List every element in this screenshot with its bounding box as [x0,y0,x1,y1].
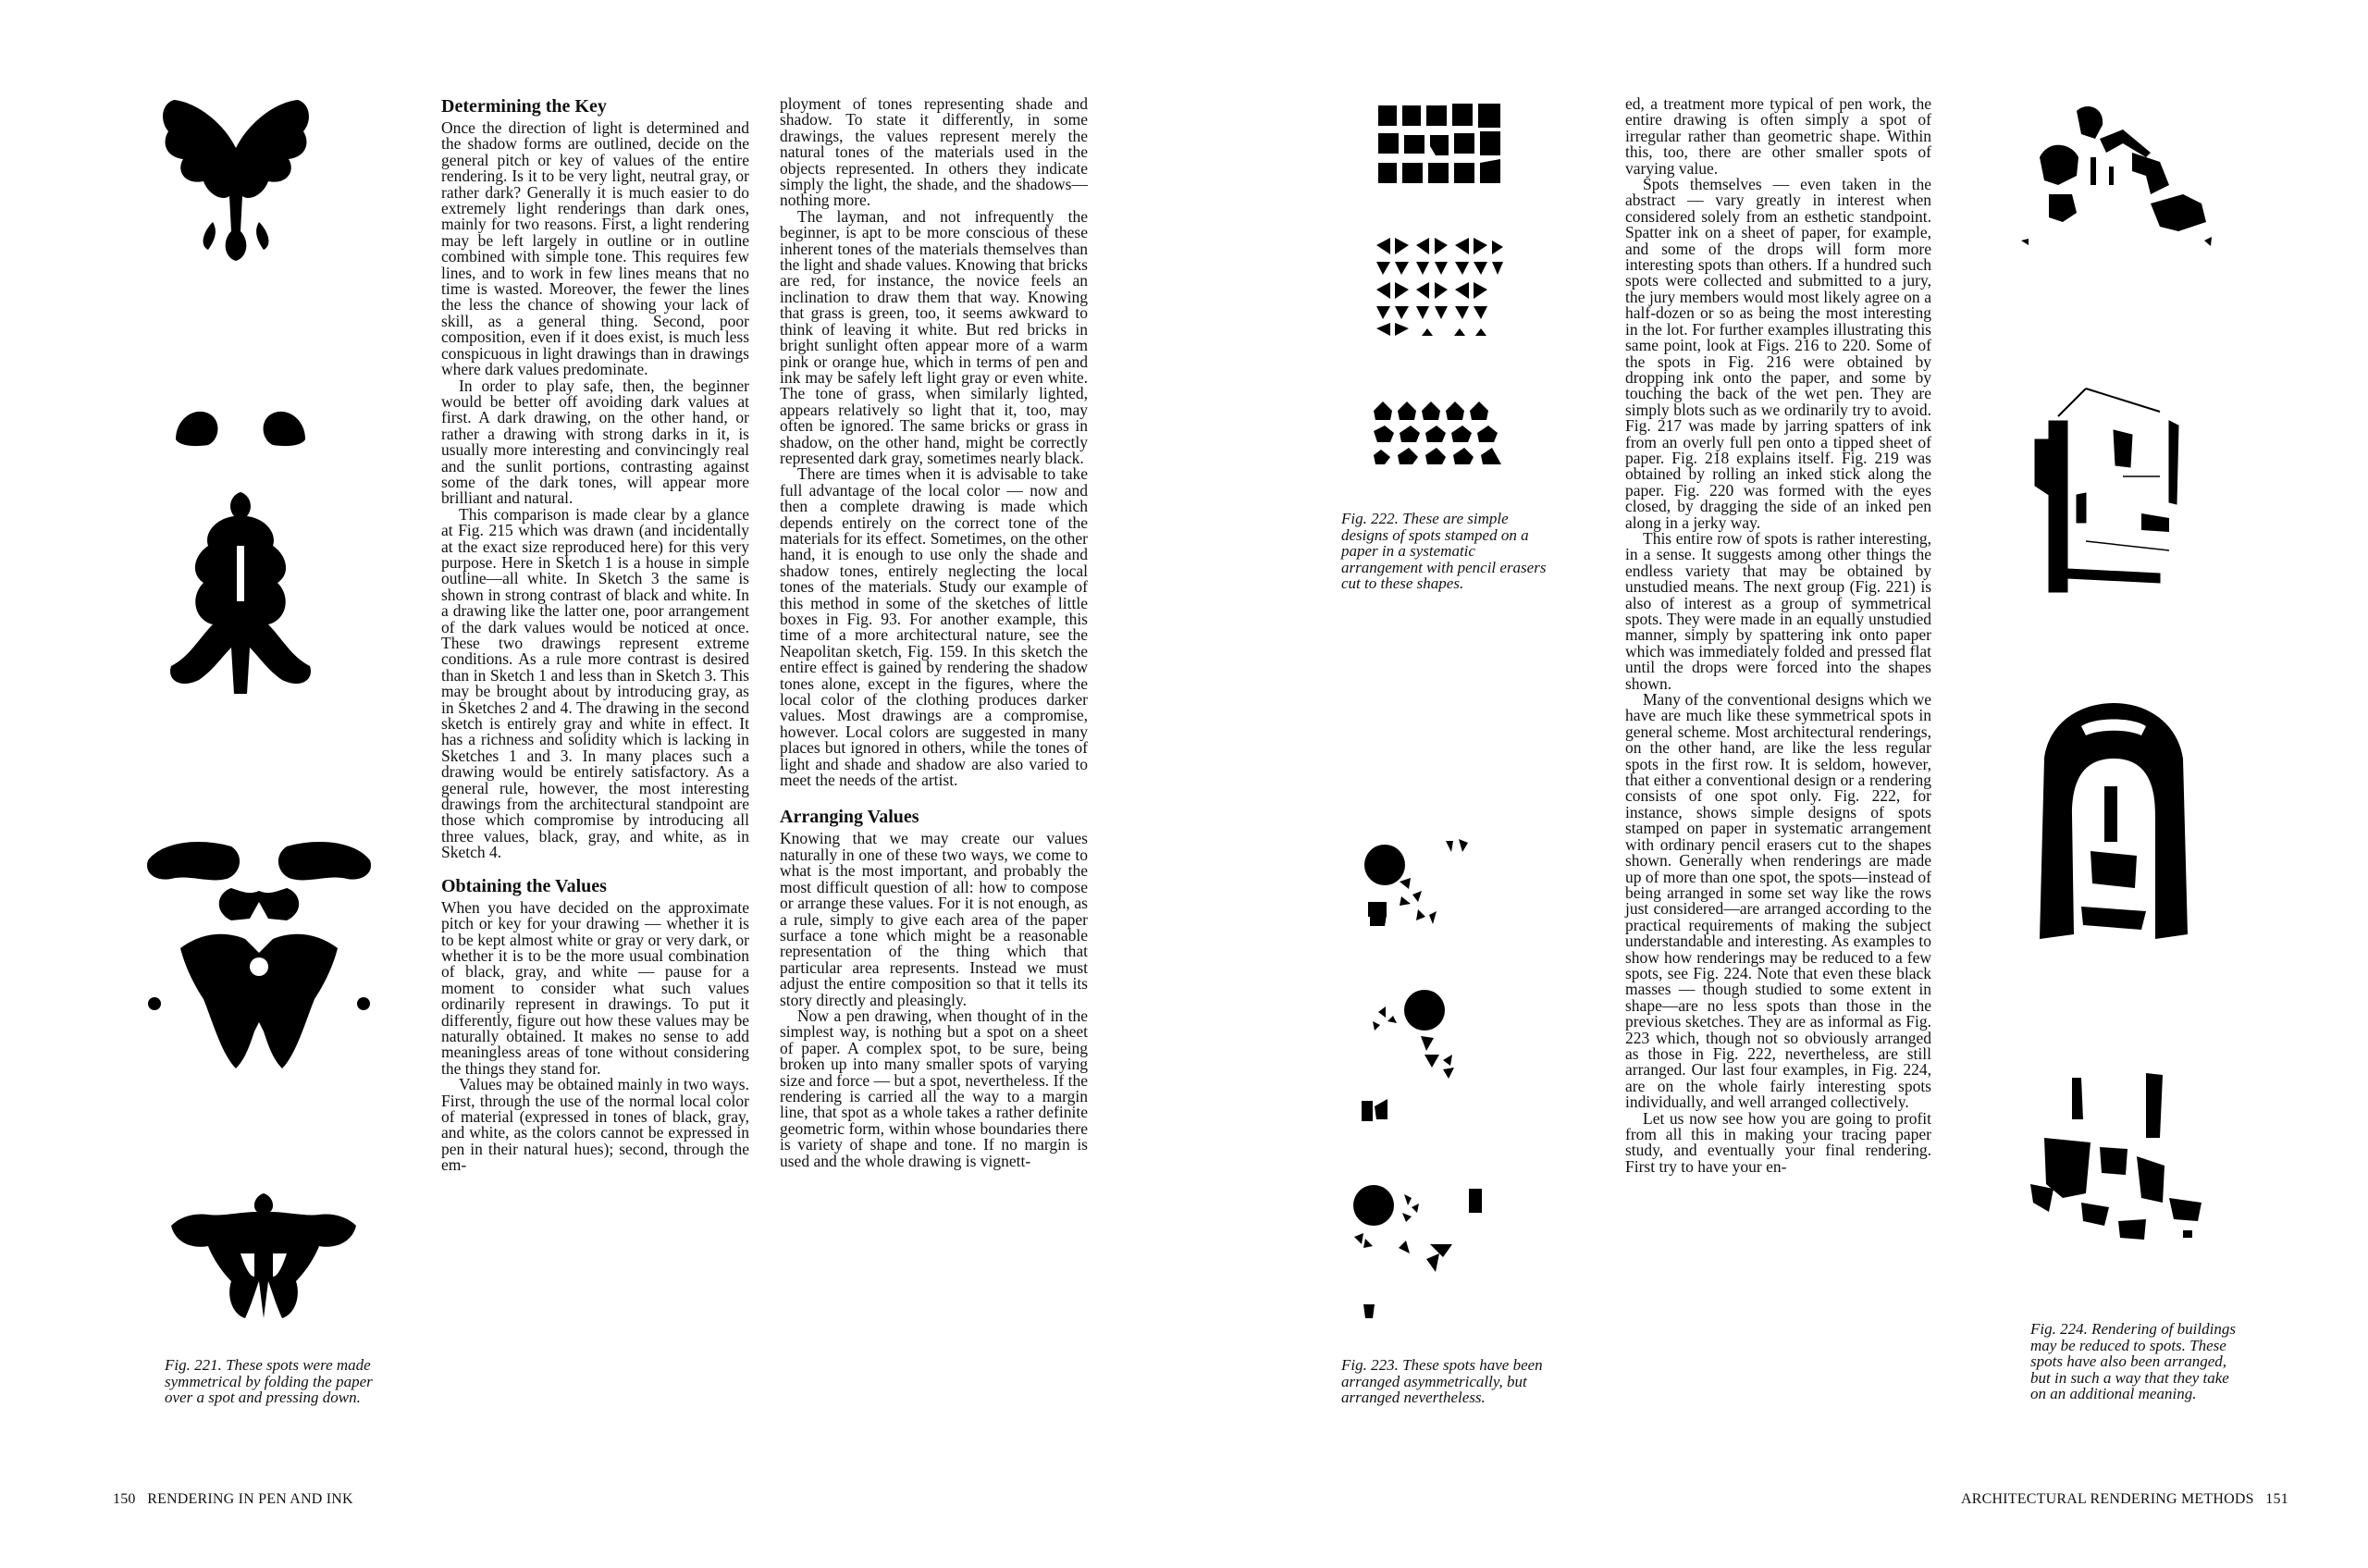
fig-221-blot-3 [153,490,328,698]
fig-222-caption: Fig. 222. These are simple designs of spots stamped on a paper in a systematic arrangement with pencil erasers cut to these shapes. [1341,510,1547,592]
paragraph: The layman, and not infrequently the beginner, is apt to be more conscious of these inherent tones of the materials themselves than the light and shade values. Knowing that bricks are red, for instance, the novice feels an inclination to draw them that way. Knowing that grass is green, too, it seems awkward to think of leaving it white. But red bricks in bright sunlight often appear more of a warm pink or orange hue, which in terms of pen and ink may be safely left light gray or even white. The tone of grass, when similarly lighted, appears relatively so light that it, too, may often be ignored. The same bricks or grass in shadow, on the other hand, might be correctly represented dark gray, sometimes nearly black. [780,206,1088,467]
paragraph: Let us now see how you are going to profit from all this in making your tracing paper study, and eventually your final rendering. First try to have your en- [1625,1108,1931,1176]
fig-224-caption: Fig. 224. Rendering of buildings may be reduced to spots. These spots have also been arranged, but in such a way that they take on an additional meaning. [2030,1320,2236,1402]
paragraph: In order to play safe, then, the beginner would be better off avoiding dark values at first. A dark drawing, on the other hand, or rather a drawing with strong darks in it, is usually more interesting and convincingly real and the sunlit portions, contrasting against some of the dark tones, will appear more brilliant and natural. [441,376,749,508]
paragraph: Now a pen drawing, when thought of in the simplest way, is nothing but a spot on a sheet of paper. A complex spot, to be sure, being broken up into many smaller spots of varying size and force — but a spot, nevertheless. If the rendering is carried all the way to a margin line, that spot as a whole takes a rather definite geometric form, within whose boundaries there is variety of shape and tone. If no margin is used and the whole drawing is vignett- [780,1006,1088,1170]
fig-224-building-3 [2026,703,2202,944]
fig-222-row-pentagons [1372,398,1511,467]
left-page-column-2 [780,96,1088,1169]
right-page-footer: ARCHITECTURAL RENDERING METHODS 151 [1961,1491,2288,1507]
left-page-footer: 150 RENDERING IN PEN AND INK [113,1491,353,1507]
fig-224-building-4 [2026,1064,2211,1249]
paragraph: Spots themselves — even taken in the abstract — vary greatly in interest when considered solely from an esthetic standpoint. Spatter ink on a sheet of paper, for example, and some of the drops will form more interesting spots than others. If a hundred such spots were collected and submitted to a jury, the jury members would most likely agree on a half-dozen or so as being the most interesting in the lot. For further examples illustrating this same point, look at Figs. 216 to 220. Some of the spots in Fig. 216 were obtained by dropping ink onto the paper, and some by touching the back of the wet pen. They are simply blots such as we ordinarily try to avoid. Fig. 217 was made by jarring spatters of ink from an overly full pen onto a tipped sheet of paper. Fig. 218 explains itself. Fig. 219 was obtained by rolling an inked stick along the paper. Fig. 220 was formed with the eyes closed, by dragging the side of an inked pen along in a jerky way. [1625,175,1931,532]
paragraph: ed, a treatment more typical of pen work, the entire drawing is often simply a spot of irregular rather than geometric shape. Within this, too, there are other smaller spots of varying value. [1625,94,1931,178]
fig-221-blot-5 [166,1189,361,1327]
paragraph: Values may be obtained mainly in two ways. First, through the use of the normal local color of material (expressed in tones of black, gray, and white, as the colors cannot be expressed in pen in their natural hues); second, through the em- [441,1075,749,1175]
fig-222-row-triangles [1372,236,1511,338]
fig-221-caption: Fig. 221. These spots were made symmetrical by folding the paper over a spot and pressing down. [165,1356,373,1406]
fig-221-blot-4 [143,837,375,1078]
paragraph: Many of the conventional designs which we have are much like these symmetrical spots in general scheme. Most architectural renderings, on the other hand, are like the less regular spots in the first row. It is seldom, however, that either a conventional design or a rendering consists of one spot only. Fig. 222, for instance, shows simple designs of spots stamped on paper in systematic arrangement with ordinary pencil erasers cut to the shapes shown. Generally when renderings are made up of more than one spot, the spots—instead of being arranged in some set way like the rows just considered—are arranged according to the practical requirements of making the subject understandable and interesting. As examples to show how renderings may be reduced to a few spots, see Fig. 224. Note that even these black masses — though studied to some extent in shape—are no less spots than those in the previous sketches. They are as informal as Fig. 223 which, though not so obviously arranged as those in Fig. 222, nevertheless, are still arranged. Our last four examples, in Fig. 224, are on the whole fairly interesting spots individually, and well arranged collectively. [1625,690,1931,1112]
fig-222-row-squares [1376,102,1515,190]
heading-arranging-values: Arranging Values [780,807,919,828]
paragraph: This comparison is made clear by a glance at Fig. 215 which was drawn (and incidentally at the exact size reproduced here) for this very purpose. Here in Sketch 1 is a house in simple outline—all white. In Sketch 3 the same is shown in strong contrast of black and white. In a drawing like the latter one, poor arrangement of the dark values would be noticed at once. These two drawings represent extreme conditions. As a rule more contrast is desired than in Sketch 1 and less than in Sketch 3. This may be brought about by introducing gray, as in Sketches 2 and 4. The drawing in the second sketch is entirely gray and white in effect. It has a richness and solidity which is lacking in Sketches 1 and 3. In many places such a drawing would be entirely satisfactory. As a general rule, however, the most interesting drawings from the architectural standpoint are those which compromise by introducing all three values, black, gray, and white, as in Sketch 4. [441,504,749,862]
fig-223-group-2 [1360,990,1489,1129]
fig-223-group-1 [1364,837,1485,930]
paragraph: When you have decided on the approximate pitch or key for your drawing — whether it is to be kept almost white or gray or very dark, or whether it is to be the more usual combination of black, gray, and white — pause for a moment to consider what such values ordinarily represent in drawings. To put it differently, figure out how these values may be naturally obtained. It makes no sense to add meaningless areas of tone without considering the things they stand for. [441,897,749,1078]
fig-224-building-2 [2030,384,2197,597]
heading-determining-the-key: Determining the Key [441,96,607,117]
fig-221-blot-1 [157,93,314,264]
right-page-column [1625,96,1931,1175]
heading-obtaining-the-values: Obtaining the Values [441,875,607,896]
paragraph: Knowing that we may create our values naturally in one of these two ways, we come to what is the most important, and probably the most difficult question of all: how to compose or arrange these values. For it is not enough, as a rule, simply to give each area of the paper surface a tone which might be a reasonable representation of the thing which that particular area represents. Instead we must adjust the entire composition so that it tells its story directly and pleasingly. [780,829,1088,1009]
fig-221-blot-2 [171,402,310,449]
fig-223-group-3 [1350,1170,1498,1327]
paragraph: ployment of tones representing shade and shadow. To state it differently, in some drawings, the values represent merely the natural tones of the materials used in the objects represented. In others they indicate simply the light, the shade, and the shadows—nothing more. [780,94,1088,210]
fig-223-caption: Fig. 223. These spots have been arranged asymmetrically, but arranged nevertheless. [1341,1356,1543,1406]
paragraph: This entire row of spots is rather interesting, in a sense. It suggests among other things the endless variety that may be obtained by unstudied means. The next group (Fig. 221) is also of interest as a group of symmetrical spots. They were made in an equally unstudied manner, simply by spattering ink onto paper which was immediately folded and pressed flat until the drops were forced into the shapes shown. [1625,528,1931,693]
fig-224-building-1 [2021,102,2215,250]
left-page-column-1 [441,96,749,1174]
paragraph: Once the direction of light is determined and the shadow forms are outlined, decide on the general pitch or key of values of the entire rendering. Is it to be very light, neutral gray, or rather dark? Generally it is much easier to do extremely light renderings than dark ones, mainly for two reasons. First, a light rendering may be left largely in outline or in outline combined with simple tone. This requires few lines, and to work in few lines means that no time is wasted. Moreover, the fewer the lines the less the chance of showing your lack of skill, as a general thing. Second, poor composition, even if it does exist, is much less conspicuous in light drawings than in drawings where dark values predominate. [441,118,749,379]
paragraph: There are times when it is advisable to take full advantage of the local color — now and then a complete drawing is made which depends entirely on the correct tone of the materials for its effect. Sometimes, on the other hand, it is enough to use only the shade and shadow tones, entirely neglecting the local tones of the materials. Study our example of this method in some of the sketches of little boxes in Fig. 93. For another example, this time of a more architectural nature, see the Neapolitan sketch, Fig. 159. In this sketch the entire effect is gained by rendering the shadow tones alone, except in the figures, where the local color of the clothing produces darker values. Most drawings are a compromise, however. Local colors are suggested in many places but ignored in others, while the tones of light and shade and shadow are also varied to meet the needs of the artist. [780,464,1088,790]
